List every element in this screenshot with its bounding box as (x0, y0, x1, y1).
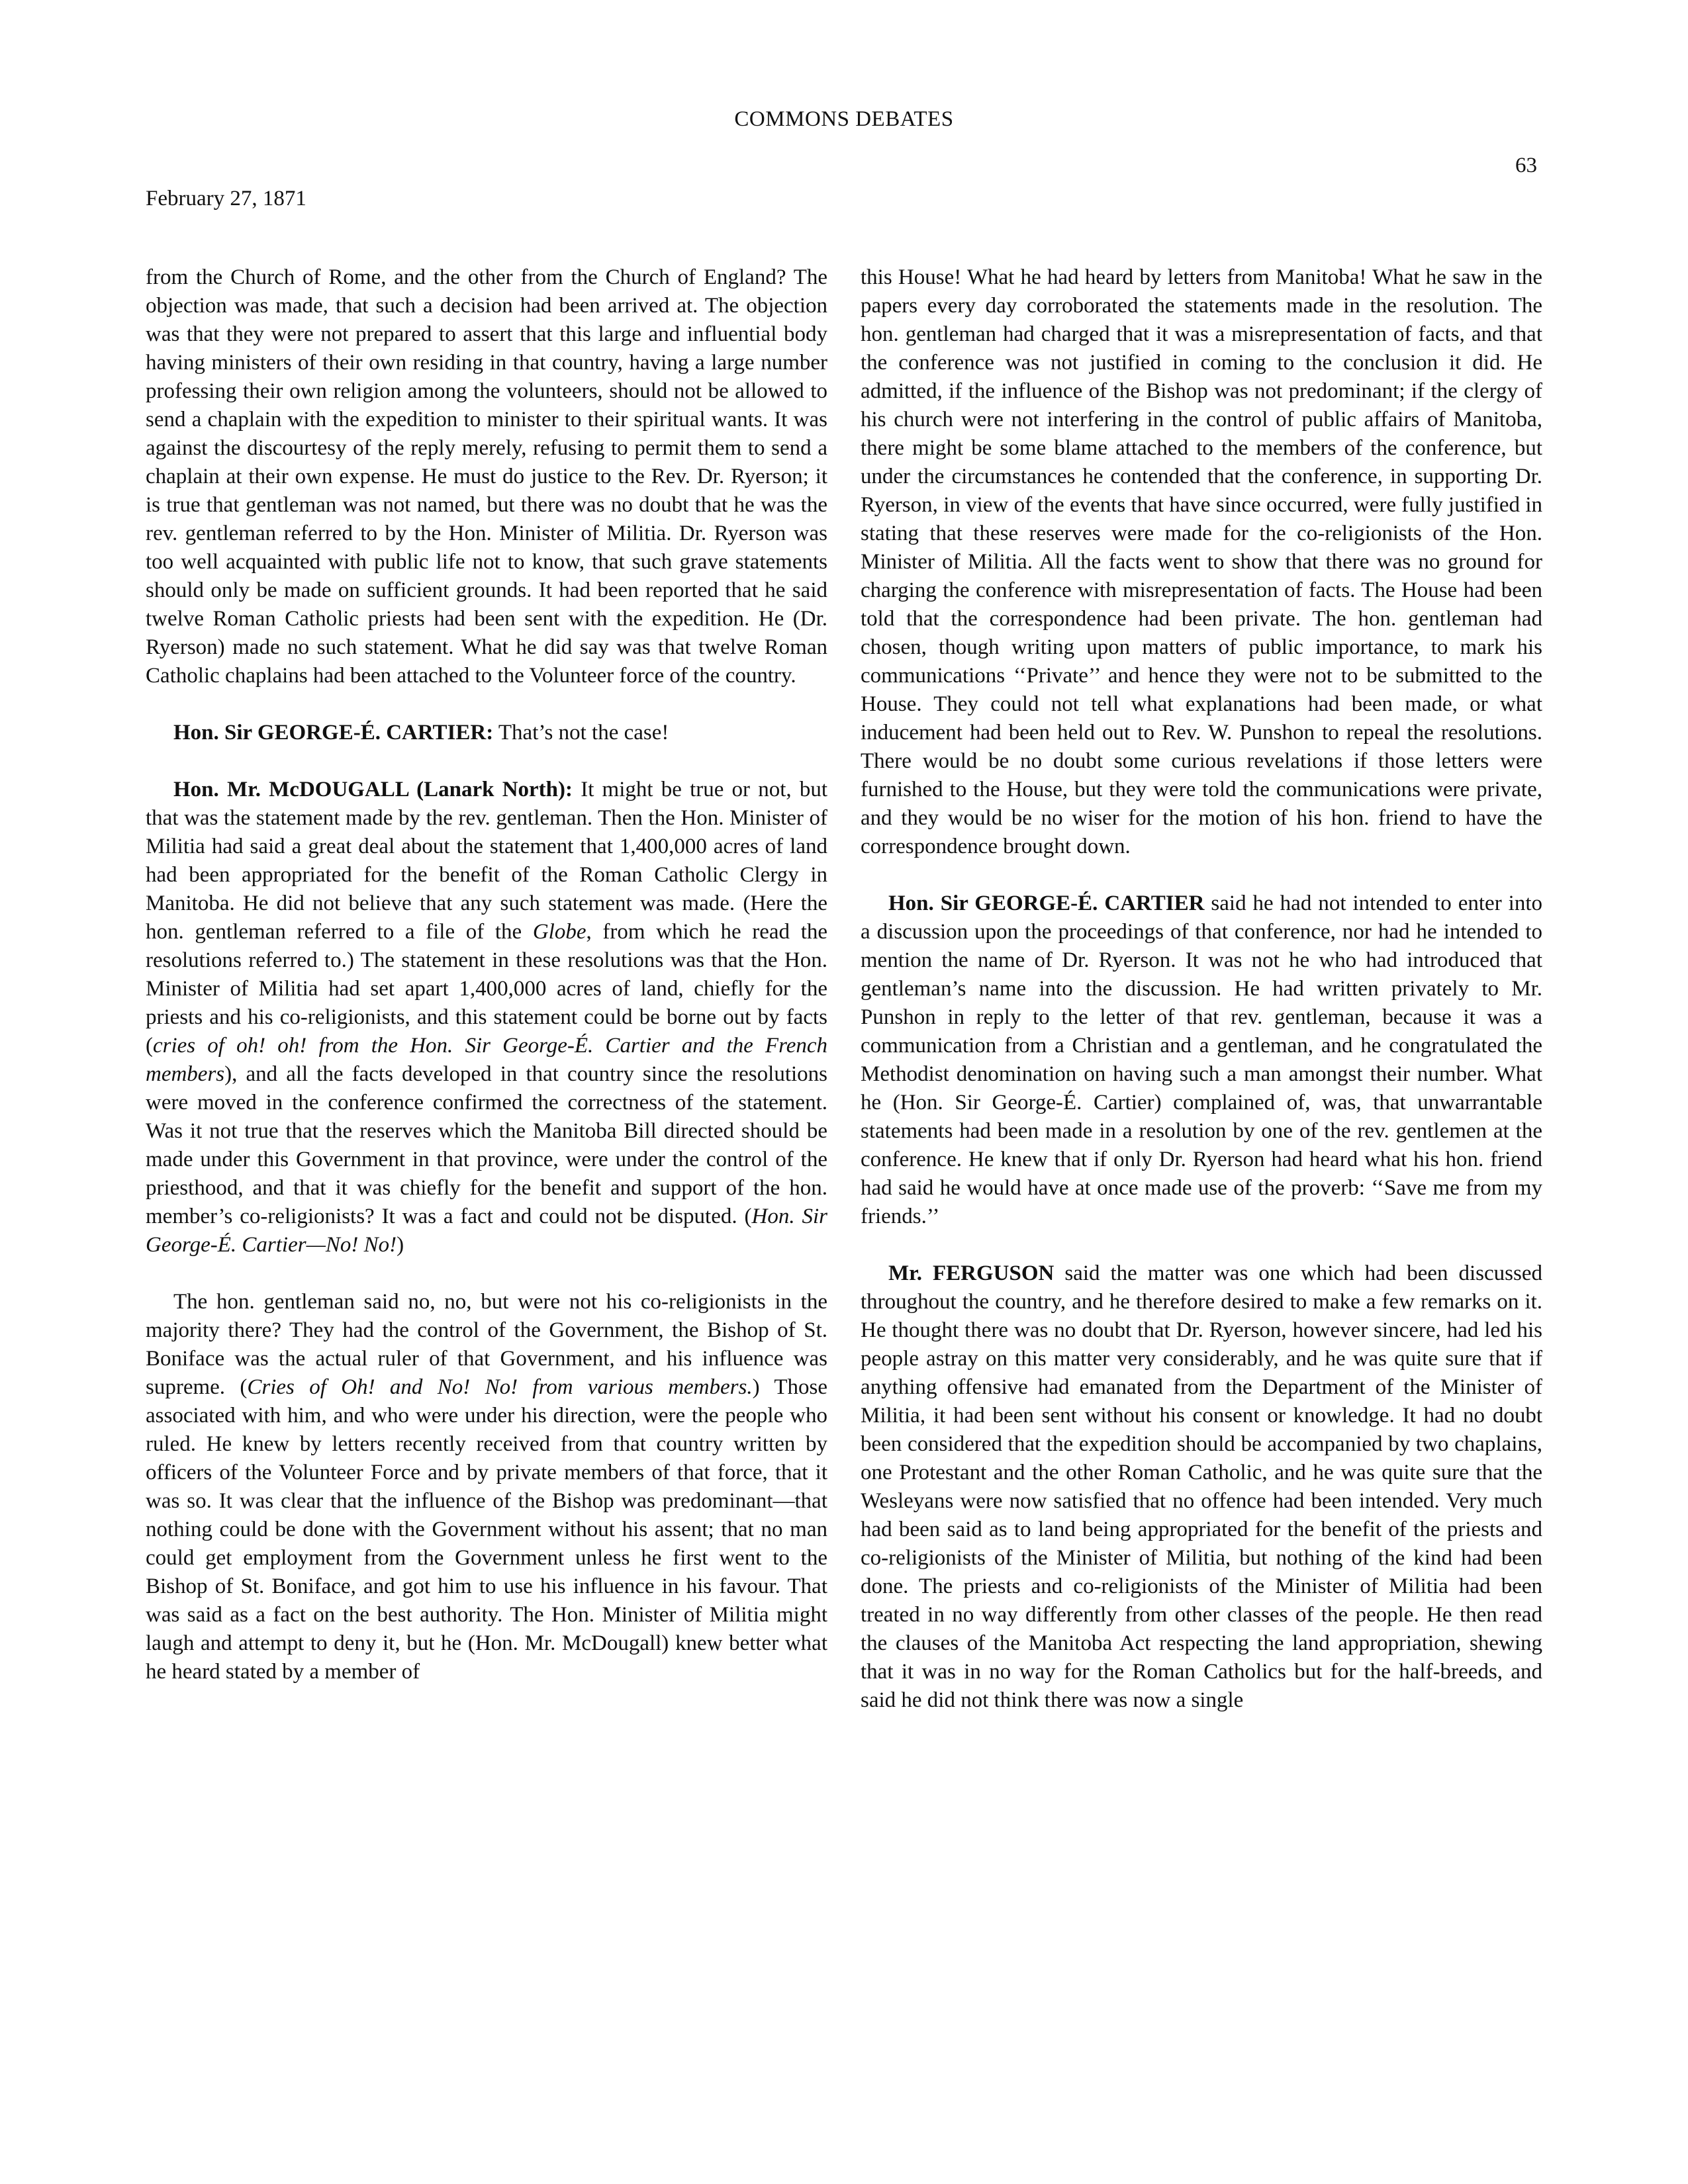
italic-text: cries of oh! oh! from the Hon. Sir George-É. Cartier and the French members (146, 1034, 827, 1086)
paragraph-continued: this House! What he had heard by letters from Manitoba! What he saw in the papers every day corroborated the statements made in the resolution. The hon. gentleman had charged that it was a misrepresentation of facts, and that the conference was not justified in coming to the conclusion it did. He admitted, if the influence of the Bishop was not predominant; if the clergy of his church were not interfering in the control of public affairs of Manitoba, there might be some blame attached to the members of the conference, but under the circumstances he contended that the conference, in supporting Dr. Ryerson, in view of the events that have since occurred, were fully justified in stating that these reserves were made for the co-religionists of the Hon. Minister of Militia. All the facts went to show that there was no ground for charging the conference with misrepresentation of facts. The House had been told that the correspondence had been private. The hon. gentleman had chosen, though writing upon matters of public importance, to mark his communications ‘‘Private’’ and hence they were not to be submitted to the House. They could not tell what explanations had been made, or what inducement had been held out to Rev. W. Punshon to repeal the resolutions. There would be no doubt some curious revelations if those letters were furnished to the House, but they were told the communications were private, and they would be no wiser for the motion of his hon. friend to have the correspondence brought down. (861, 265, 1542, 858)
speech-cartier-1 (146, 719, 827, 747)
paragraph-continued: from the Church of Rome, and the other from the Church of England? The objection was made, that such a decision had been arrived at. The objection was that they were not prepared to assert that this large and influential body having ministers of their own residing in that country, having a large number professing their own religion among the volunteers, should not be allowed to send a chaplain with the expedition to minister to their spiritual wants. It was against the discourtesy of the reply merely, refusing to permit them to send a chaplain at their own expense. He must do justice to the Rev. Dr. Ryerson; it is true that gentleman was not named, but there was no doubt that he was the rev. gentleman referred to by the Hon. Minister of Militia. Dr. Ryerson was too well acquainted with public life not to know, that such grave statements should only be made on sufficient grounds. It had been reported that he said twelve Roman Catholic priests had been sent with the expedition. He (Dr. Ryerson) made no such statement. What he did say was that twelve Roman Catholic chaplains had been attached to the Volunteer force of the country. (146, 265, 827, 688)
italic-text: Globe (532, 920, 586, 944)
speaker-name: Hon. Sir GEORGE-É. CARTIER (888, 891, 1205, 915)
speech-ferguson (861, 1259, 1542, 1715)
speech-mcdougall-continued (146, 1288, 827, 1686)
speech-text: That’s not the case! (493, 721, 669, 745)
speech-text: said he had not intended to enter into a discussion upon the proceedings of that conference, nor had he intended to mention the name of Dr. Ryerson. It was not he who had introduced that gentleman’s name into the discussion. He had written privately to Mr. Punshon in reply to the letter of that rev. gentleman, because it was a communication from a Christian and a gentleman, and he congratulated the Methodist denomination on having such a man amongst their number. What he (Hon. Sir George-É. Cartier) complained of, was, that unwarrantable statements had been made in a resolution by one of the rev. gentlemen at the conference. He knew that if only Dr. Ryerson had heard what his hon. friend had said he would have at once made use of the proverb: ‘‘Save me from my friends.’’ (861, 891, 1542, 1228)
speech-text: The hon. gentleman said no, no, but were not his co-religionists in the majority there? They had the control of the Government, the Bishop of St. Boniface was the actual ruler of that Government, and his influence was supreme. ( (146, 1290, 827, 1399)
left-column (146, 263, 827, 1715)
speaker-name: Hon. Mr. McDOUGALL (Lanark North): (173, 778, 573, 801)
right-column (861, 263, 1542, 1743)
italic-text: Hon. Sir George-É. Cartier—No! No! (146, 1205, 827, 1257)
speech-text: , from which he read the resolutions referred to.) The statement in these resolutions was that the Hon. Minister of Militia had set apart 1,400,000 acres of land, chiefly for the priests and his co-religionists, and this statement could be borne out by facts ( (146, 920, 828, 1058)
running-header: COMMONS DEBATES (734, 107, 954, 131)
sitting-date: February 27, 1871 (146, 187, 306, 210)
speech-text: ), and all the facts developed in that country since the resolutions were moved in the conference confirmed the correctness of the statement. Was it not true that the reserves which the Manitoba Bill directed should be made under this Government in that province, were under the control of the priesthood, and that it was chiefly for the benefit and support of the hon. member’s co-religionists? It was a fact and could not be disputed. ( (146, 1062, 827, 1228)
speech-mcdougall (146, 776, 827, 1259)
speech-text: ) Those associated with him, and who were under his direction, were the people who ruled. He knew by letters recently received from that country written by officers of the Volunteer Force and by private members of that force, that it was so. It was clear that the influence of the Bishop was predominant—that nothing could be done with the Government without his assent; that no man could get employment from the Government unless he first went to the Bishop of St. Boniface, and got him to use his influence in his favour. That was said as a fact on the best authority. The Hon. Minister of Militia might laugh and attempt to deny it, but he (Hon. Mr. McDougall) knew better what he heard stated by a member of (146, 1375, 827, 1684)
speech-text: It might be true or not, but that was the statement made by the rev. gentleman. Then the Hon. Minister of Militia had said a great deal about the statement that 1,400,000 acres of land had been appropriated for the benefit of the Roman Catholic Clergy in Manitoba. He did not believe that any such statement was made. (Here the hon. gentleman referred to a file of the (146, 778, 827, 944)
speech-text: ) (397, 1233, 404, 1257)
speech-cartier-2 (861, 889, 1542, 1231)
speaker-name: Hon. Sir GEORGE-É. CARTIER: (173, 721, 494, 745)
speaker-name: Mr. FERGUSON (888, 1261, 1055, 1285)
page-number: 63 (1515, 154, 1537, 177)
italic-text: Cries of Oh! and No! No! from various members. (247, 1375, 753, 1399)
speech-text: said the matter was one which had been discussed throughout the country, and he therefore desired to make a few remarks on it. He thought there was no doubt that Dr. Ryerson, however sincere, had led his people astray on this matter very considerably, and he was quite sure that if anything offensive had emanated from the Department of the Minister of Militia, it had been sent without his consent or knowledge. It had no doubt been considered that the expedition should be accompanied by two chaplains, one Protestant and the other Roman Catholic, and he was quite sure that the Wesleyans were now satisfied that no offence had been intended. Very much had been said as to land being appropriated for the benefit of the priests and co-religionists of the Minister of Militia, but nothing of the kind had been done. The priests and co-religionists of the Minister of Militia had been treated in no way differently from other classes of the people. He then read the clauses of the Manitoba Act respecting the land appropriation, shewing that it was in no way for the Roman Catholics but for the half-breeds, and said he did not think there was now a single (861, 1261, 1542, 1712)
